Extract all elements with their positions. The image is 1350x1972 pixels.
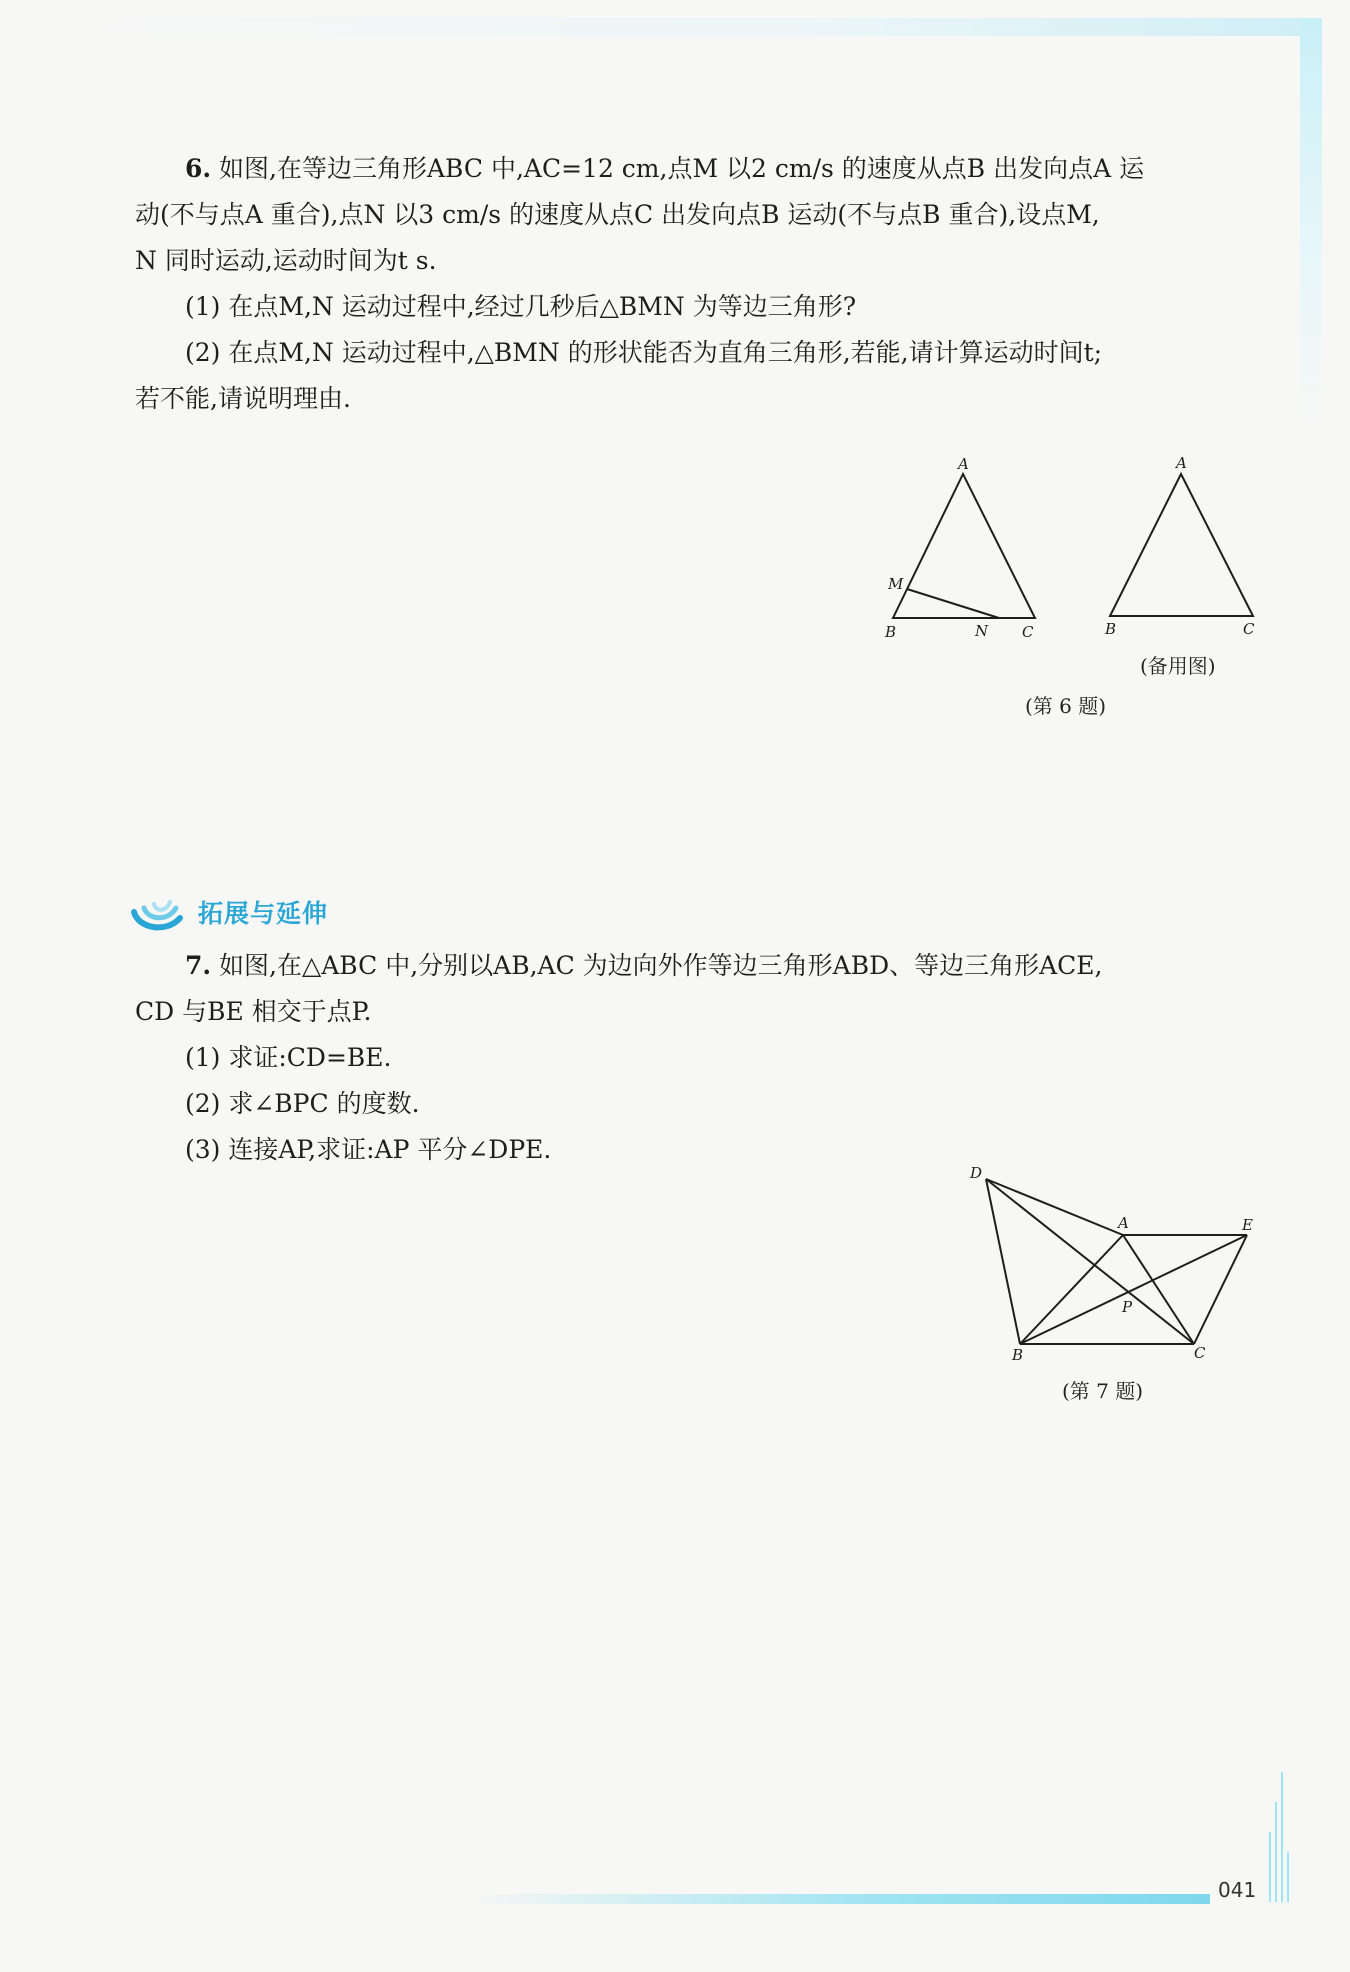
problem-7-number: 7. xyxy=(185,951,212,980)
problem-6-figure-left xyxy=(880,455,1050,645)
problem-6-text xyxy=(135,146,1260,422)
page-number: 041 xyxy=(1218,1878,1257,1902)
label-C: C xyxy=(1022,623,1034,641)
swirl-icon xyxy=(130,890,192,934)
section-header xyxy=(130,890,430,934)
problem-6-number: 6. xyxy=(185,154,212,183)
label-A: A xyxy=(958,455,969,473)
problem-7-figure xyxy=(960,1160,1260,1360)
problem-6-question-2-cont: 若不能,请说明理由. xyxy=(135,384,351,413)
label-B: B xyxy=(885,623,897,641)
problem-6-caption: (第 6 题) xyxy=(1025,694,1107,718)
problem-7-line-1: 7. 如图,在△ABC 中,分别以AB,AC 为边向外作等边三角形ABD、等边三角形ACE, xyxy=(185,951,1103,980)
problem-6-figure-right xyxy=(1095,452,1265,642)
section-title: 拓展与延伸 xyxy=(198,899,329,928)
page-edge-right xyxy=(1300,18,1322,438)
problem-7-question-2: (2) 求∠BPC 的度数. xyxy=(185,1089,420,1118)
problem-6-line-2: 动(不与点A 重合),点N 以3 cm/s 的速度从点C 出发向点B 运动(不与点B 重合),设点M, xyxy=(135,200,1100,229)
label-E: E xyxy=(1242,1216,1253,1234)
problem-6-line-1: 6. 如图,在等边三角形ABC 中,AC=12 cm,点M 以2 cm/s 的速度从点B 出发向点A 运 xyxy=(185,154,1145,183)
problem-7-text xyxy=(135,943,1260,1173)
label-C: C xyxy=(1243,620,1255,638)
label-P: P xyxy=(1122,1298,1133,1316)
problem-7-line-2: CD 与BE 相交于点P. xyxy=(135,997,372,1026)
label-M: M xyxy=(888,575,904,593)
label-A: A xyxy=(1118,1214,1129,1232)
footer-bar xyxy=(470,1894,1210,1904)
problem-7-question-3: (3) 连接AP,求证:AP 平分∠DPE. xyxy=(185,1135,552,1164)
problem-7-caption: (第 7 题) xyxy=(1062,1379,1144,1403)
problem-6-line-3: N 同时运动,运动时间为t s. xyxy=(135,246,437,275)
label-A: A xyxy=(1176,454,1187,472)
label-B: B xyxy=(1105,620,1117,638)
label-N: N xyxy=(975,622,989,640)
problem-6-question-1: (1) 在点M,N 运动过程中,经过几秒后△BMN 为等边三角形? xyxy=(185,292,857,321)
label-C: C xyxy=(1194,1344,1206,1360)
problem-7-question-1: (1) 求证:CD=BE. xyxy=(185,1043,392,1072)
label-B: B xyxy=(1012,1346,1024,1360)
decorative-lines xyxy=(1266,1772,1292,1902)
problem-6-question-2: (2) 在点M,N 运动过程中,△BMN 的形状能否为直角三角形,若能,请计算运动时间t; xyxy=(185,338,1103,367)
label-D: D xyxy=(970,1164,983,1182)
backup-figure-caption: (备用图) xyxy=(1140,654,1216,678)
page-edge-top xyxy=(0,18,1320,36)
